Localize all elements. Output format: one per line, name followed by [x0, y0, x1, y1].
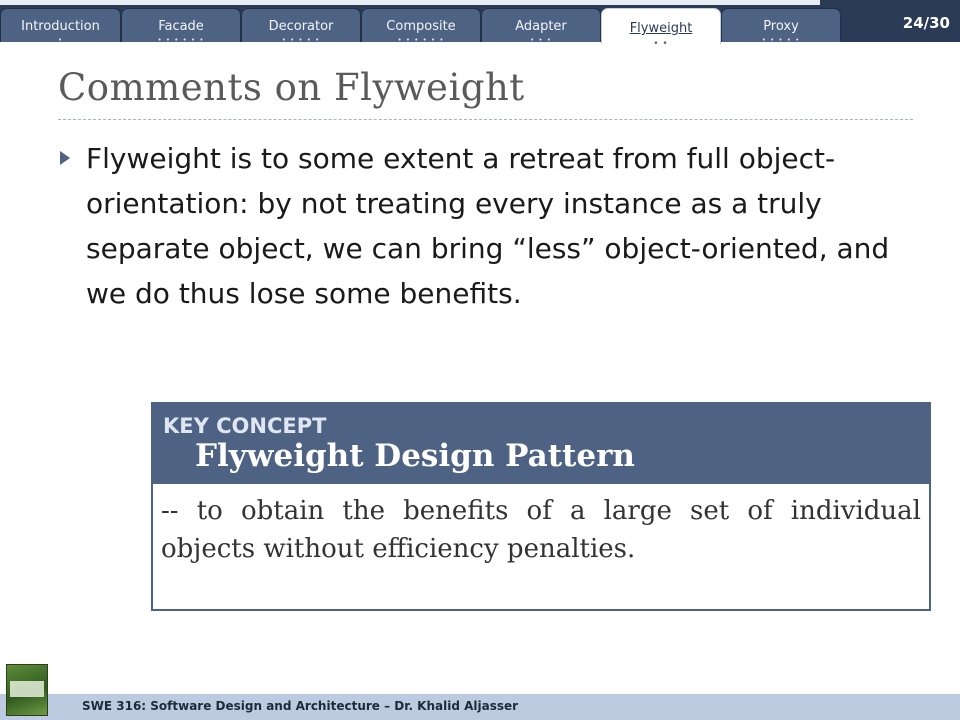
book-cover-icon — [6, 664, 48, 716]
page-indicator: 24/30 — [902, 14, 950, 32]
bullet-text: Flyweight is to some extent a retreat from full object-orientation: by not treating every instance as a truly separate object, we can bring “less” object-oriented, and we do thus lose some benefits. — [86, 142, 890, 310]
tab-facade[interactable] — [121, 8, 241, 42]
progress-dots: • • • • • • — [397, 36, 445, 44]
tab-introduction[interactable] — [0, 8, 121, 42]
title-divider — [58, 119, 913, 120]
tab-composite[interactable] — [361, 8, 481, 42]
key-concept-header — [153, 404, 929, 484]
key-concept-box — [151, 402, 931, 611]
tab-label: Introduction — [21, 19, 100, 34]
progress-dots: • • — [653, 39, 669, 49]
tab-decorator[interactable] — [241, 8, 361, 42]
progress-dots: • • • • • — [281, 36, 321, 44]
tab-label: Flyweight — [629, 21, 693, 36]
progress-dots: • • • • • — [761, 36, 801, 44]
footer-course-text: SWE 316: Software Design and Architecture – Dr. Khalid Aljasser — [82, 699, 519, 713]
progress-dots: • — [57, 36, 64, 44]
tab-label: Proxy — [763, 19, 799, 34]
top-accent-line — [0, 0, 820, 5]
tab-label: Adapter — [515, 19, 567, 34]
key-concept-definition: -- to obtain the benefits of a large set of individual objects without efficiency penalties. — [161, 496, 921, 564]
progress-dots: • • • • • • — [157, 36, 205, 44]
progress-dots: • • • — [530, 36, 552, 44]
tab-label: Composite — [386, 19, 456, 34]
slide-title: Comments on Flyweight — [58, 66, 525, 109]
tab-adapter[interactable] — [481, 8, 601, 42]
key-concept-heading: Flyweight Design Pattern — [195, 438, 635, 474]
tab-label: Facade — [158, 19, 204, 34]
triangle-bullet-icon — [60, 151, 70, 165]
book-cover-band — [10, 681, 44, 697]
top-navigation-bar — [0, 0, 960, 49]
key-concept-tag: KEY CONCEPT — [163, 414, 327, 438]
tab-flyweight[interactable] — [601, 8, 721, 49]
tab-label: Decorator — [268, 19, 334, 34]
tab-proxy[interactable] — [721, 8, 841, 42]
